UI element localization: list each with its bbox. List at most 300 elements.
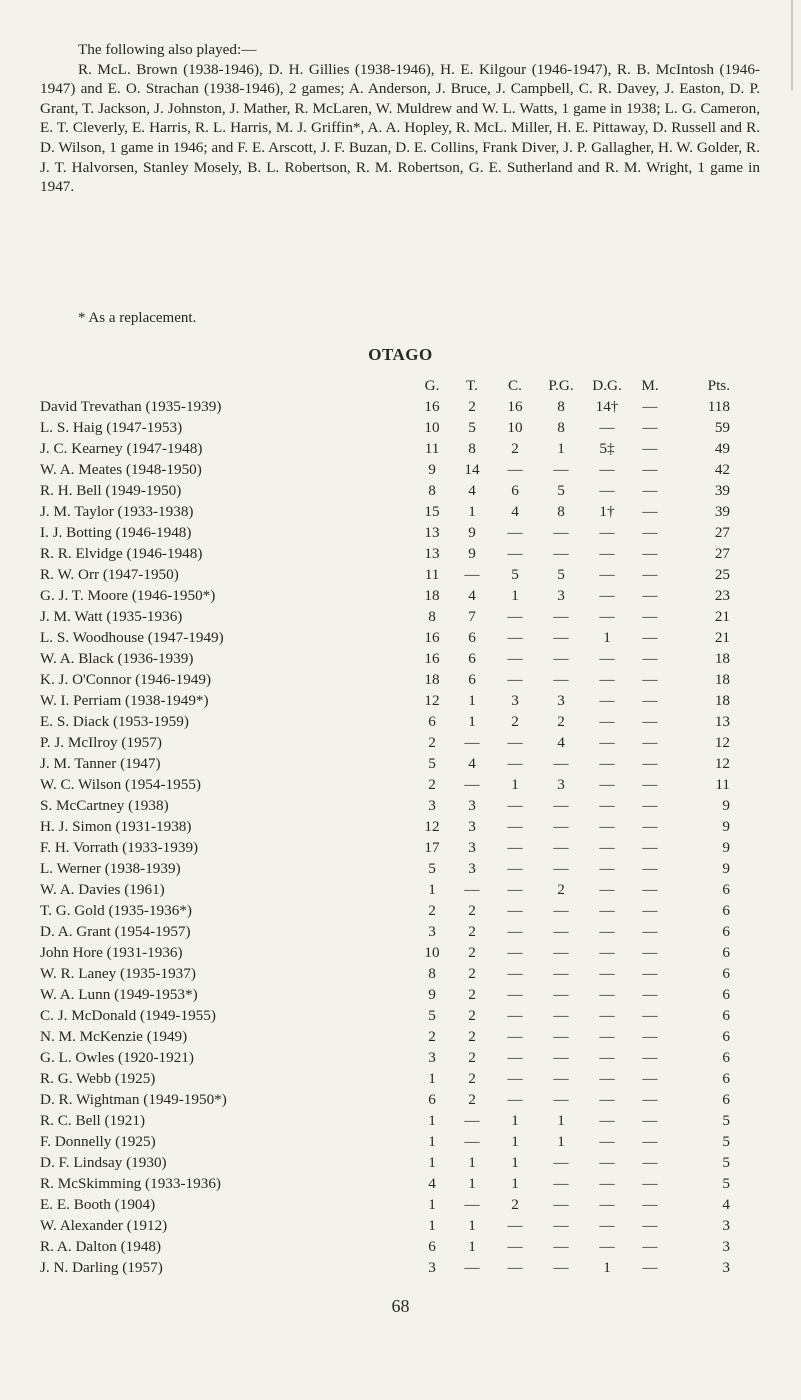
cell-conversions: —	[507, 965, 523, 982]
cell-penalty-goals: —	[553, 965, 569, 982]
cell-drop-goals: —	[599, 524, 615, 541]
page-number: 68	[391, 1296, 410, 1316]
cell-marks: —	[642, 818, 658, 835]
cell-penalty-goals: —	[553, 1238, 569, 1255]
cell-tries: 3	[468, 818, 476, 835]
cell-player-name: D. A. Grant (1954-1957)	[40, 923, 191, 940]
cell-games: 16	[424, 629, 440, 646]
table-row	[40, 921, 730, 942]
cell-conversions: —	[507, 1259, 523, 1276]
cell-drop-goals: —	[599, 1217, 615, 1234]
cell-penalty-goals: —	[553, 1217, 569, 1234]
cell-penalty-goals: —	[553, 1154, 569, 1171]
cell-tries: 6	[468, 650, 476, 667]
cell-player-name: I. J. Botting (1946-1948)	[40, 524, 192, 541]
cell-games: 5	[428, 1007, 436, 1024]
cell-drop-goals: —	[599, 1070, 615, 1087]
cell-points: 6	[722, 944, 730, 961]
cell-games: 11	[424, 566, 440, 583]
also-played-lead: The following also played:—	[78, 41, 257, 58]
cell-points: 6	[722, 902, 730, 919]
cell-games: 16	[424, 398, 440, 415]
cell-games: 9	[428, 461, 436, 478]
cell-marks: —	[642, 797, 658, 814]
cell-tries: —	[464, 1133, 480, 1150]
cell-drop-goals: —	[599, 881, 615, 898]
cell-points: 6	[722, 986, 730, 1003]
table-header-row	[40, 375, 730, 396]
cell-drop-goals: —	[599, 650, 615, 667]
cell-conversions: —	[507, 1238, 523, 1255]
cell-player-name: E. E. Booth (1904)	[40, 1196, 156, 1213]
cell-tries: 1	[468, 692, 476, 709]
cell-penalty-goals: 2	[557, 713, 565, 730]
cell-drop-goals: 1†	[599, 503, 615, 520]
cell-conversions: —	[507, 650, 523, 667]
cell-games: 8	[428, 482, 436, 499]
cell-penalty-goals: —	[553, 1028, 569, 1045]
cell-conversions: —	[507, 734, 523, 751]
cell-games: 10	[424, 944, 440, 961]
cell-player-name: W. A. Lunn (1949-1953*)	[40, 986, 198, 1003]
table-row	[40, 1047, 730, 1068]
table-row	[40, 1068, 730, 1089]
cell-drop-goals: —	[599, 755, 615, 772]
cell-player-name: W. A. Black (1936-1939)	[40, 650, 194, 667]
cell-games: 12	[424, 818, 440, 835]
cell-tries: 9	[468, 524, 476, 541]
cell-marks: —	[642, 965, 658, 982]
cell-conversions: —	[507, 839, 523, 856]
cell-games: 16	[424, 650, 440, 667]
cell-player-name: J. N. Darling (1957)	[40, 1259, 163, 1276]
cell-tries: 1	[468, 1217, 476, 1234]
cell-penalty-goals: 3	[557, 587, 565, 604]
cell-conversions: 2	[511, 440, 519, 457]
cell-points: 6	[722, 923, 730, 940]
cell-conversions: —	[507, 818, 523, 835]
cell-player-name: K. J. O'Connor (1946-1949)	[40, 671, 212, 688]
cell-marks: —	[642, 671, 658, 688]
cell-marks: —	[642, 923, 658, 940]
table-row	[40, 1005, 730, 1026]
cell-games: 2	[428, 902, 436, 919]
cell-games: 18	[424, 671, 440, 688]
cell-games: 1	[428, 1112, 436, 1129]
cell-penalty-goals: —	[553, 524, 569, 541]
cell-points: 9	[722, 818, 730, 835]
cell-games: 3	[428, 797, 436, 814]
cell-drop-goals: —	[599, 671, 615, 688]
table-row	[40, 1110, 730, 1131]
cell-tries: 2	[468, 1028, 476, 1045]
cell-marks: —	[642, 398, 658, 415]
cell-conversions: 1	[511, 1154, 519, 1171]
cell-tries: 2	[468, 1070, 476, 1087]
cell-points: 3	[722, 1217, 730, 1234]
cell-conversions: 4	[511, 503, 519, 520]
table-row	[40, 501, 730, 522]
cell-games: 5	[428, 755, 436, 772]
table-row	[40, 522, 730, 543]
cell-conversions: —	[507, 1007, 523, 1024]
cell-points: 9	[722, 797, 730, 814]
cell-points: 6	[722, 1049, 730, 1066]
cell-tries: —	[464, 1196, 480, 1213]
cell-tries: 2	[468, 398, 476, 415]
cell-drop-goals: —	[599, 1112, 615, 1129]
cell-marks: —	[642, 1112, 658, 1129]
cell-conversions: —	[507, 1217, 523, 1234]
cell-drop-goals: —	[599, 419, 615, 436]
cell-penalty-goals: —	[553, 461, 569, 478]
cell-conversions: 2	[511, 1196, 519, 1213]
cell-penalty-goals: —	[553, 1175, 569, 1192]
cell-drop-goals: —	[599, 1028, 615, 1045]
cell-tries: 2	[468, 965, 476, 982]
cell-games: 13	[424, 524, 440, 541]
cell-player-name: G. J. T. Moore (1946-1950*)	[40, 587, 216, 604]
cell-drop-goals: —	[599, 1007, 615, 1024]
cell-marks: —	[642, 1091, 658, 1108]
cell-drop-goals: —	[599, 797, 615, 814]
cell-games: 15	[424, 503, 440, 520]
cell-tries: 1	[468, 1154, 476, 1171]
cell-penalty-goals: —	[553, 1007, 569, 1024]
cell-games: 10	[424, 419, 440, 436]
cell-drop-goals: —	[599, 566, 615, 583]
cell-conversions: 1	[511, 587, 519, 604]
cell-games: 3	[428, 923, 436, 940]
cell-player-name: L. Werner (1938-1939)	[40, 860, 181, 877]
cell-marks: —	[642, 734, 658, 751]
table-row	[40, 837, 730, 858]
cell-marks: —	[642, 1217, 658, 1234]
header-tries: T.	[466, 377, 478, 394]
table-row	[40, 690, 730, 711]
cell-games: 6	[428, 713, 436, 730]
cell-penalty-goals: 5	[557, 482, 565, 499]
cell-player-name: T. G. Gold (1935-1936*)	[40, 902, 192, 919]
cell-penalty-goals: 4	[557, 734, 565, 751]
cell-drop-goals: —	[599, 1175, 615, 1192]
header-name	[40, 375, 412, 396]
cell-points: 9	[722, 860, 730, 877]
cell-player-name: J. C. Kearney (1947-1948)	[40, 440, 203, 457]
cell-points: 25	[714, 566, 730, 583]
cell-conversions: —	[507, 923, 523, 940]
cell-tries: 1	[468, 503, 476, 520]
cell-games: 1	[428, 1133, 436, 1150]
cell-games: 18	[424, 587, 440, 604]
cell-marks: —	[642, 902, 658, 919]
cell-marks: —	[642, 1175, 658, 1192]
cell-penalty-goals: 3	[557, 776, 565, 793]
cell-points: 3	[722, 1238, 730, 1255]
cell-conversions: —	[507, 608, 523, 625]
cell-marks: —	[642, 1238, 658, 1255]
cell-tries: 4	[468, 587, 476, 604]
cell-player-name: R. McSkimming (1933-1936)	[40, 1175, 221, 1192]
cell-drop-goals: —	[599, 1196, 615, 1213]
table-row	[40, 879, 730, 900]
cell-points: 6	[722, 1070, 730, 1087]
cell-conversions: 2	[511, 713, 519, 730]
cell-drop-goals: 14†	[595, 398, 619, 415]
cell-marks: —	[642, 482, 658, 499]
table-row	[40, 585, 730, 606]
table-row	[40, 1173, 730, 1194]
cell-penalty-goals: 1	[557, 1133, 565, 1150]
cell-player-name: W. A. Davies (1961)	[40, 881, 165, 898]
cell-tries: —	[464, 1259, 480, 1276]
cell-marks: —	[642, 440, 658, 457]
cell-conversions: 3	[511, 692, 519, 709]
cell-marks: —	[642, 713, 658, 730]
cell-tries: 2	[468, 923, 476, 940]
cell-points: 18	[714, 650, 730, 667]
cell-marks: —	[642, 776, 658, 793]
cell-tries: —	[464, 734, 480, 751]
cell-conversions: —	[507, 461, 523, 478]
table-row	[40, 963, 730, 984]
cell-player-name: W. R. Laney (1935-1937)	[40, 965, 196, 982]
header-drop-goals: D.G.	[592, 377, 622, 394]
cell-points: 39	[714, 482, 730, 499]
cell-penalty-goals: 8	[557, 398, 565, 415]
cell-marks: —	[642, 608, 658, 625]
cell-points: 12	[714, 734, 730, 751]
cell-penalty-goals: —	[553, 545, 569, 562]
cell-tries: 3	[468, 797, 476, 814]
cell-marks: —	[642, 503, 658, 520]
cell-tries: 7	[468, 608, 476, 625]
cell-games: 1	[428, 1154, 436, 1171]
cell-marks: —	[642, 1133, 658, 1150]
cell-points: 4	[722, 1196, 730, 1213]
cell-marks: —	[642, 1070, 658, 1087]
cell-games: 13	[424, 545, 440, 562]
cell-penalty-goals: —	[553, 1259, 569, 1276]
cell-games: 12	[424, 692, 440, 709]
cell-drop-goals: —	[599, 461, 615, 478]
cell-drop-goals: —	[599, 776, 615, 793]
table-row	[40, 1089, 730, 1110]
cell-games: 1	[428, 1070, 436, 1087]
cell-penalty-goals: —	[553, 1091, 569, 1108]
cell-penalty-goals: —	[553, 860, 569, 877]
cell-games: 4	[428, 1175, 436, 1192]
cell-points: 42	[714, 461, 730, 478]
table-row	[40, 1131, 730, 1152]
table-row	[40, 648, 730, 669]
cell-games: 1	[428, 1217, 436, 1234]
cell-tries: 4	[468, 755, 476, 772]
table-row	[40, 669, 730, 690]
cell-marks: —	[642, 545, 658, 562]
cell-player-name: D. F. Lindsay (1930)	[40, 1154, 167, 1171]
table-row	[40, 480, 730, 501]
table-row	[40, 711, 730, 732]
also-played-paragraph: R. McL. Brown (1938-1946), D. H. Gillies (1938-1946), H. E. Kilgour (1946-1947), R. B. McIntosh (1946-1947) and E. O. Strachan (1938-1946), 2 games; A. Anderson, J. Bruce, J. Campbell, C. R. Davey, J. Easton, D. P. Grant, T. Jackson, J. Johnston, J. Mather, R. McLaren, W. Muldrew and W. L. Watts, 1 game in 1938; L. G. Cameron, E. T. Cleverly, E. Harris, R. L. Harris, M. J. Griffin*, A. A. Hopley, R. McL. Miller, H. E. Pittaway, D. Russell and R. D. Wilson, 1 game in 1946; and F. E. Arscott, J. F. Buzan, D. E. Collins, Frank Diver, J. P. Gallagher, H. W. Golder, R. J. T. Halvorsen, Stanley Mosely, B. L. Robertson, R. M. Robertson, G. E. Sutherland and R. M. Wright, 1 game in 1947.	[40, 60, 760, 196]
cell-player-name: W. C. Wilson (1954-1955)	[40, 776, 201, 793]
cell-penalty-goals: 1	[557, 1112, 565, 1129]
page-edge-line	[791, 0, 793, 90]
table-row	[40, 564, 730, 585]
header-points: Pts.	[707, 377, 730, 394]
cell-tries: 6	[468, 629, 476, 646]
cell-tries: —	[464, 881, 480, 898]
cell-penalty-goals: 8	[557, 503, 565, 520]
cell-drop-goals: —	[599, 545, 615, 562]
cell-conversions: —	[507, 797, 523, 814]
cell-points: 6	[722, 1007, 730, 1024]
cell-tries: 3	[468, 860, 476, 877]
cell-tries: 1	[468, 1238, 476, 1255]
table-row	[40, 543, 730, 564]
table-row	[40, 753, 730, 774]
cell-tries: 9	[468, 545, 476, 562]
section-title: OTAGO	[368, 345, 433, 364]
cell-drop-goals: 1	[603, 1259, 611, 1276]
cell-games: 6	[428, 1091, 436, 1108]
cell-tries: 6	[468, 671, 476, 688]
cell-penalty-goals: —	[553, 902, 569, 919]
cell-games: 2	[428, 734, 436, 751]
cell-player-name: R. G. Webb (1925)	[40, 1070, 156, 1087]
cell-games: 2	[428, 776, 436, 793]
cell-penalty-goals: —	[553, 839, 569, 856]
cell-tries: 5	[468, 419, 476, 436]
table-row	[40, 1236, 730, 1257]
cell-player-name: R. C. Bell (1921)	[40, 1112, 146, 1129]
cell-conversions: 1	[511, 1175, 519, 1192]
cell-player-name: L. S. Haig (1947-1953)	[40, 419, 183, 436]
table-row	[40, 1026, 730, 1047]
cell-player-name: D. R. Wightman (1949-1950*)	[40, 1091, 227, 1108]
cell-marks: —	[642, 1007, 658, 1024]
replacement-footnote: * As a replacement.	[78, 310, 197, 326]
cell-points: 118	[707, 398, 730, 415]
table-row	[40, 459, 730, 480]
cell-games: 8	[428, 608, 436, 625]
cell-points: 9	[722, 839, 730, 856]
otago-scorers-table	[40, 375, 730, 1278]
cell-games: 5	[428, 860, 436, 877]
cell-conversions: —	[507, 671, 523, 688]
cell-conversions: 5	[511, 566, 519, 583]
cell-tries: 2	[468, 944, 476, 961]
cell-player-name: H. J. Simon (1931-1938)	[40, 818, 192, 835]
cell-games: 3	[428, 1049, 436, 1066]
cell-marks: —	[642, 1196, 658, 1213]
cell-player-name: F. Donnelly (1925)	[40, 1133, 156, 1150]
cell-conversions: —	[507, 860, 523, 877]
cell-penalty-goals: —	[553, 1196, 569, 1213]
table-row	[40, 984, 730, 1005]
cell-penalty-goals: —	[553, 986, 569, 1003]
table-row	[40, 795, 730, 816]
cell-points: 27	[714, 524, 730, 541]
cell-player-name: R. W. Orr (1947-1950)	[40, 566, 179, 583]
cell-tries: 2	[468, 1007, 476, 1024]
cell-player-name: R. R. Elvidge (1946-1948)	[40, 545, 203, 562]
cell-points: 18	[714, 692, 730, 709]
cell-points: 49	[714, 440, 730, 457]
cell-conversions: —	[507, 902, 523, 919]
cell-player-name: David Trevathan (1935-1939)	[40, 398, 222, 415]
cell-tries: 8	[468, 440, 476, 457]
cell-player-name: S. McCartney (1938)	[40, 797, 169, 814]
cell-penalty-goals: —	[553, 818, 569, 835]
cell-marks: —	[642, 587, 658, 604]
cell-conversions: —	[507, 755, 523, 772]
cell-points: 5	[722, 1175, 730, 1192]
cell-drop-goals: —	[599, 1154, 615, 1171]
cell-conversions: 1	[511, 1112, 519, 1129]
cell-points: 18	[714, 671, 730, 688]
cell-penalty-goals: —	[553, 944, 569, 961]
cell-drop-goals: —	[599, 1238, 615, 1255]
cell-penalty-goals: —	[553, 608, 569, 625]
cell-points: 6	[722, 1091, 730, 1108]
cell-tries: 14	[464, 461, 480, 478]
cell-games: 3	[428, 1259, 436, 1276]
table-row	[40, 900, 730, 921]
cell-drop-goals: —	[599, 944, 615, 961]
cell-marks: —	[642, 1154, 658, 1171]
cell-conversions: —	[507, 1049, 523, 1066]
cell-player-name: C. J. McDonald (1949-1955)	[40, 1007, 216, 1024]
cell-marks: —	[642, 1028, 658, 1045]
cell-drop-goals: —	[599, 1049, 615, 1066]
cell-points: 6	[722, 881, 730, 898]
cell-penalty-goals: —	[553, 1070, 569, 1087]
table-row	[40, 606, 730, 627]
cell-points: 27	[714, 545, 730, 562]
cell-conversions: —	[507, 881, 523, 898]
cell-tries: 3	[468, 839, 476, 856]
table-row	[40, 627, 730, 648]
cell-penalty-goals: —	[553, 671, 569, 688]
table-row	[40, 732, 730, 753]
cell-marks: —	[642, 566, 658, 583]
cell-points: 11	[715, 776, 730, 793]
table-row	[40, 816, 730, 837]
cell-marks: —	[642, 629, 658, 646]
cell-player-name: J. M. Taylor (1933-1938)	[40, 503, 194, 520]
table-row	[40, 1194, 730, 1215]
cell-conversions: 1	[511, 776, 519, 793]
table-row	[40, 942, 730, 963]
cell-drop-goals: —	[599, 587, 615, 604]
cell-tries: 1	[468, 713, 476, 730]
cell-drop-goals: —	[599, 1133, 615, 1150]
cell-player-name: J. M. Watt (1935-1936)	[40, 608, 183, 625]
cell-drop-goals: —	[599, 692, 615, 709]
cell-penalty-goals: 8	[557, 419, 565, 436]
cell-player-name: F. H. Vorrath (1933-1939)	[40, 839, 199, 856]
cell-penalty-goals: 1	[557, 440, 565, 457]
cell-games: 8	[428, 965, 436, 982]
cell-drop-goals: —	[599, 734, 615, 751]
cell-drop-goals: —	[599, 608, 615, 625]
cell-penalty-goals: —	[553, 629, 569, 646]
cell-penalty-goals: —	[553, 797, 569, 814]
table-row	[40, 438, 730, 459]
cell-points: 5	[722, 1154, 730, 1171]
cell-penalty-goals: —	[553, 650, 569, 667]
